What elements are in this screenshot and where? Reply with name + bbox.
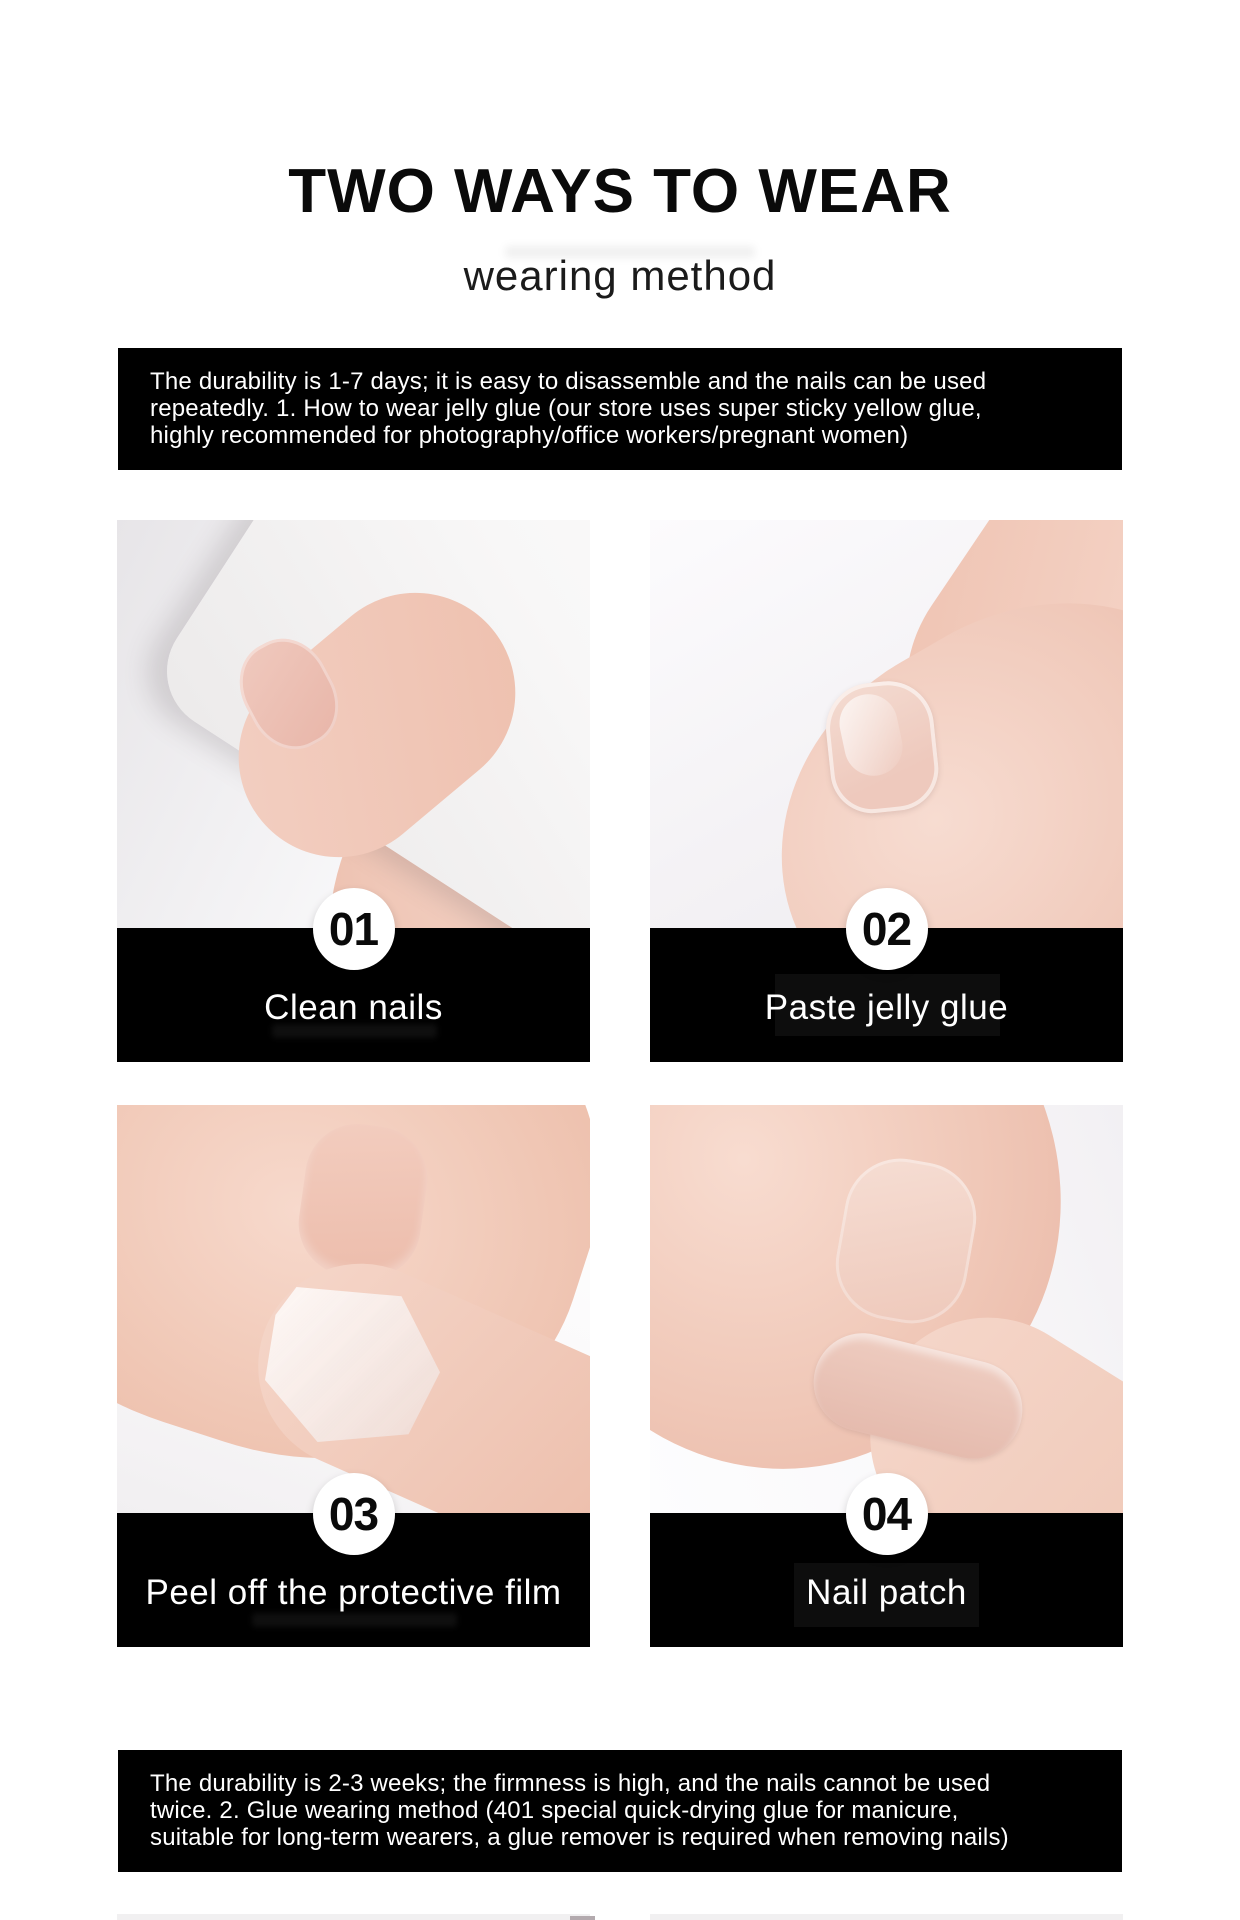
step-number-badge bbox=[313, 888, 395, 970]
step-number-badge bbox=[846, 1473, 928, 1555]
banner-line: twice. 2. Glue wearing method (401 special quick-drying glue for manicure, bbox=[150, 1797, 959, 1824]
erased-text-ghost bbox=[252, 1613, 457, 1627]
step-caption-strip bbox=[117, 903, 590, 1062]
step-label: Peel off the protective film bbox=[145, 1573, 562, 1612]
page-subtitle: wearing method bbox=[463, 252, 777, 299]
step-number: 02 bbox=[861, 903, 912, 955]
step-number: 04 bbox=[861, 1488, 912, 1540]
step-caption-strip bbox=[650, 1488, 1123, 1647]
jelly-glue-method-banner bbox=[118, 348, 1122, 470]
step-number: 01 bbox=[328, 903, 379, 955]
step-panel-clean-nails bbox=[117, 520, 590, 1062]
step-panel-paste-jelly-glue bbox=[650, 520, 1123, 1062]
next-section-image-edge-dark bbox=[570, 1916, 595, 1920]
banner-line: repeatedly. 1. How to wear jelly glue (our store uses super sticky yellow glue, bbox=[150, 395, 982, 422]
page-title: TWO WAYS TO WEAR bbox=[288, 157, 952, 226]
step-caption-strip bbox=[117, 1488, 590, 1647]
photo-paste-jelly-glue bbox=[650, 520, 1123, 928]
step-caption-strip bbox=[650, 903, 1123, 1062]
step-panel-peel-film bbox=[117, 1105, 590, 1647]
photo-peel-film bbox=[117, 1105, 590, 1513]
photo-nail-patch bbox=[650, 1105, 1123, 1513]
step-label: Paste jelly glue bbox=[764, 988, 1009, 1027]
step-number-badge bbox=[313, 1473, 395, 1555]
step-panel-nail-patch bbox=[650, 1105, 1123, 1647]
step-number-badge bbox=[846, 888, 928, 970]
step-label: Clean nails bbox=[264, 988, 443, 1027]
step-label: Nail patch bbox=[806, 1573, 967, 1612]
glue-method-banner bbox=[118, 1750, 1122, 1872]
banner-line: suitable for long-term wearers, a glue remover is required when removing nails) bbox=[150, 1824, 1009, 1851]
photo-clean-nails bbox=[117, 520, 590, 928]
next-section-image-edge bbox=[117, 1914, 590, 1920]
next-section-image-edge bbox=[650, 1914, 1123, 1920]
banner-line: The durability is 1-7 days; it is easy to disassemble and the nails can be used bbox=[150, 368, 987, 395]
step-number: 03 bbox=[328, 1488, 379, 1540]
banner-line: The durability is 2-3 weeks; the firmness is high, and the nails cannot be used bbox=[150, 1770, 991, 1797]
banner-line: highly recommended for photography/office workers/pregnant women) bbox=[150, 422, 909, 449]
